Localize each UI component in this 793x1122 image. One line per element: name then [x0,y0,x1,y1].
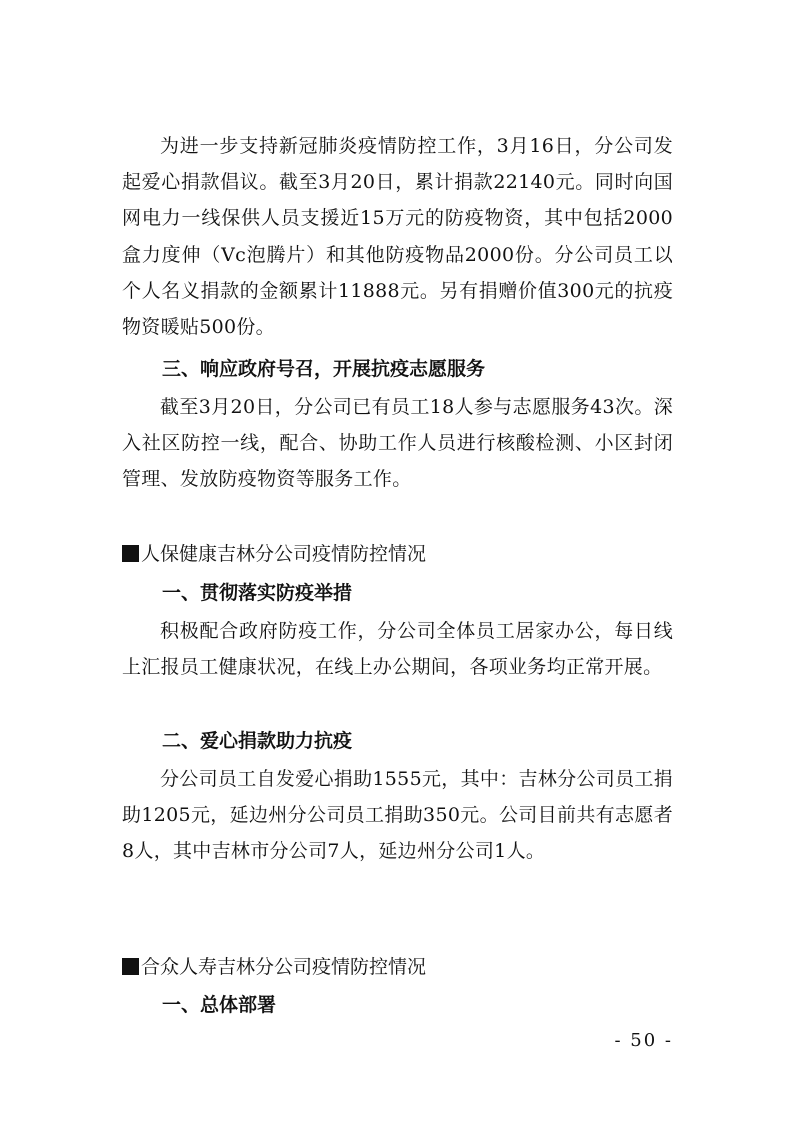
paragraph-donation [122,128,673,345]
black-square-icon [122,545,139,562]
section-heading-picc-health [122,536,673,572]
section-heading-text: 人保健康吉林分公司疫情防控情况 [141,543,427,565]
subheading-text: 一、总体部署 [162,994,277,1016]
subheading-donation [122,723,673,759]
paragraph-staff-donation [122,761,673,870]
black-square-icon [122,958,139,975]
paragraph-text: 分公司员工自发爱心捐助1555元，其中：吉林分公司员工捐助1205元，延边州分公司员工捐助350元。公司目前共有志愿者8人，其中吉林市分公司7人，延边州分公司1人。 [122,768,673,863]
subheading-text: 一、贯彻落实防疫举措 [162,582,353,604]
paragraph-volunteer [122,389,673,498]
subheading-text: 二、爱心捐款助力抗疫 [162,730,353,752]
section-heading-hezhong-life [122,949,673,985]
paragraph-text: 积极配合政府防疫工作，分公司全体员工居家办公，每日线上汇报员工健康状况，在线上办公期间，各项业务均正常开展。 [122,620,673,679]
section-heading-text: 合众人寿吉林分公司疫情防控情况 [141,956,427,978]
subheading-volunteer-service [122,351,673,387]
page-number: - 50 - [614,1030,673,1051]
paragraph-remote-work [122,613,673,685]
subheading-overall-deployment [122,987,673,1023]
paragraph-text: 截至3月20日，分公司已有员工18人参与志愿服务43次。深入社区防控一线，配合、协助工作人员进行核酸检测、小区封闭管理、发放防疫物资等服务工作。 [122,396,673,491]
subheading-text: 三、响应政府号召，开展抗疫志愿服务 [162,358,486,380]
subheading-implement-measures [122,575,673,611]
paragraph-text: 为进一步支持新冠肺炎疫情防控工作，3月16日，分公司发起爱心捐款倡议。截至3月20日，累计捐款22140元。同时向国网电力一线保供人员支援近15万元的防疫物资，其中包括2000盒力度伸（Vc泡腾片）和其他防疫物品2000份。分公司员工以个人名义捐款的金额累计11888元。另有捐赠价值300元的抗疫物资暖贴500份。 [122,135,673,339]
